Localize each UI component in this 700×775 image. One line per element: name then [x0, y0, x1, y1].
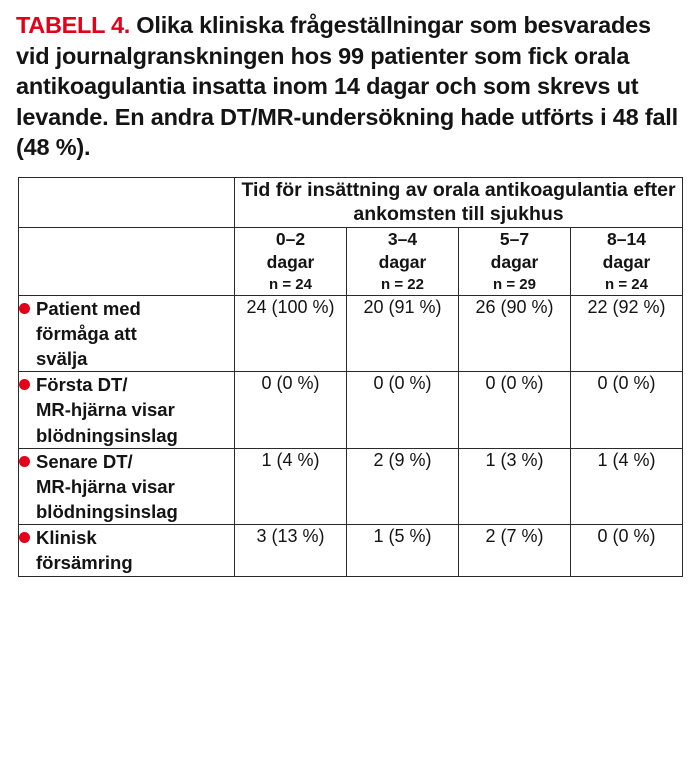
table-header-row-columns [19, 227, 683, 295]
row-label-forsta-dt-mr-hjarna-visar-blodningsinslag [19, 372, 235, 448]
column-title: 0–2 [275, 228, 306, 249]
column-unit: dagar [266, 251, 315, 272]
row-label-line1: Patient med [36, 297, 141, 319]
column-count: n = 29 [493, 276, 536, 294]
cell-value: 1 (4 %) [235, 448, 347, 524]
cell-value: 0 (0 %) [571, 525, 683, 576]
column-title: 5–7 [499, 228, 530, 249]
cell-value: 2 (9 %) [347, 448, 459, 524]
row-label-line1: Första DT/ [36, 374, 128, 396]
column-title: 8–14 [607, 228, 646, 249]
row-label-line2: försämring [36, 552, 133, 574]
header-corner-cell [19, 177, 235, 227]
cell-value: 0 (0 %) [571, 372, 683, 448]
row-label-line3: blödningsinslag [36, 501, 178, 523]
group-header-cell: Tid för insättning av orala antikoagulantia efter ankomsten till sjukhus [235, 177, 683, 227]
row-label-line2: MR-hjärna visar [36, 475, 175, 497]
caption-text: Olika kliniska frågeställningar som besvarades vid journalgranskningen hos 99 patienter som fick orala antikoagulantia insatta inom 14 dagar och som skrevs ut levande. En andra DT/MR-undersökning hade utförts i 48 fall (48 %). [16, 12, 678, 161]
cell-value: 1 (5 %) [347, 525, 459, 576]
table-header-row-group [19, 177, 683, 227]
table-row [19, 295, 683, 371]
column-unit: dagar [602, 251, 651, 272]
column-unit: dagar [490, 251, 539, 272]
header-corner-cell-2 [19, 227, 235, 295]
row-label-line1: Klinisk [36, 527, 97, 549]
column-unit: dagar [378, 251, 427, 272]
row-label-klinisk-forsamring [19, 525, 235, 576]
cell-value: 0 (0 %) [459, 372, 571, 448]
clinical-questions-table [18, 177, 683, 577]
cell-value: 20 (91 %) [347, 295, 459, 371]
cell-value: 3 (13 %) [235, 525, 347, 576]
cell-value: 1 (4 %) [571, 448, 683, 524]
bullet-icon [19, 379, 30, 390]
row-label-line2: MR-hjärna visar [36, 399, 175, 421]
cell-value: 1 (3 %) [459, 448, 571, 524]
row-label-line1: Senare DT/ [36, 450, 133, 472]
column-title: 3–4 [387, 228, 418, 249]
table-caption [16, 10, 688, 163]
column-header-8-14-dagar [571, 227, 683, 295]
cell-value: 22 (92 %) [571, 295, 683, 371]
bullet-icon [19, 303, 30, 314]
row-label-patient-med-formaga-att-svalja [19, 295, 235, 371]
row-label-line3: blödningsinslag [36, 424, 178, 446]
cell-value: 0 (0 %) [235, 372, 347, 448]
table-row [19, 372, 683, 448]
bullet-icon [19, 532, 30, 543]
row-label-line2: förmåga att [36, 323, 137, 345]
row-label-line3: svälja [36, 348, 88, 370]
column-count: n = 24 [605, 276, 648, 294]
column-header-5-7-dagar [459, 227, 571, 295]
cell-value: 0 (0 %) [347, 372, 459, 448]
cell-value: 24 (100 %) [235, 295, 347, 371]
caption-table-label: TABELL 4. [16, 12, 130, 38]
column-count: n = 24 [269, 276, 312, 294]
column-count: n = 22 [381, 276, 424, 294]
table-row [19, 448, 683, 524]
bullet-icon [19, 456, 30, 467]
cell-value: 2 (7 %) [459, 525, 571, 576]
cell-value: 26 (90 %) [459, 295, 571, 371]
column-header-0-2-dagar [235, 227, 347, 295]
row-label-senare-dt-mr-hjarna-visar-blodningsinslag [19, 448, 235, 524]
column-header-3-4-dagar [347, 227, 459, 295]
table-row [19, 525, 683, 576]
